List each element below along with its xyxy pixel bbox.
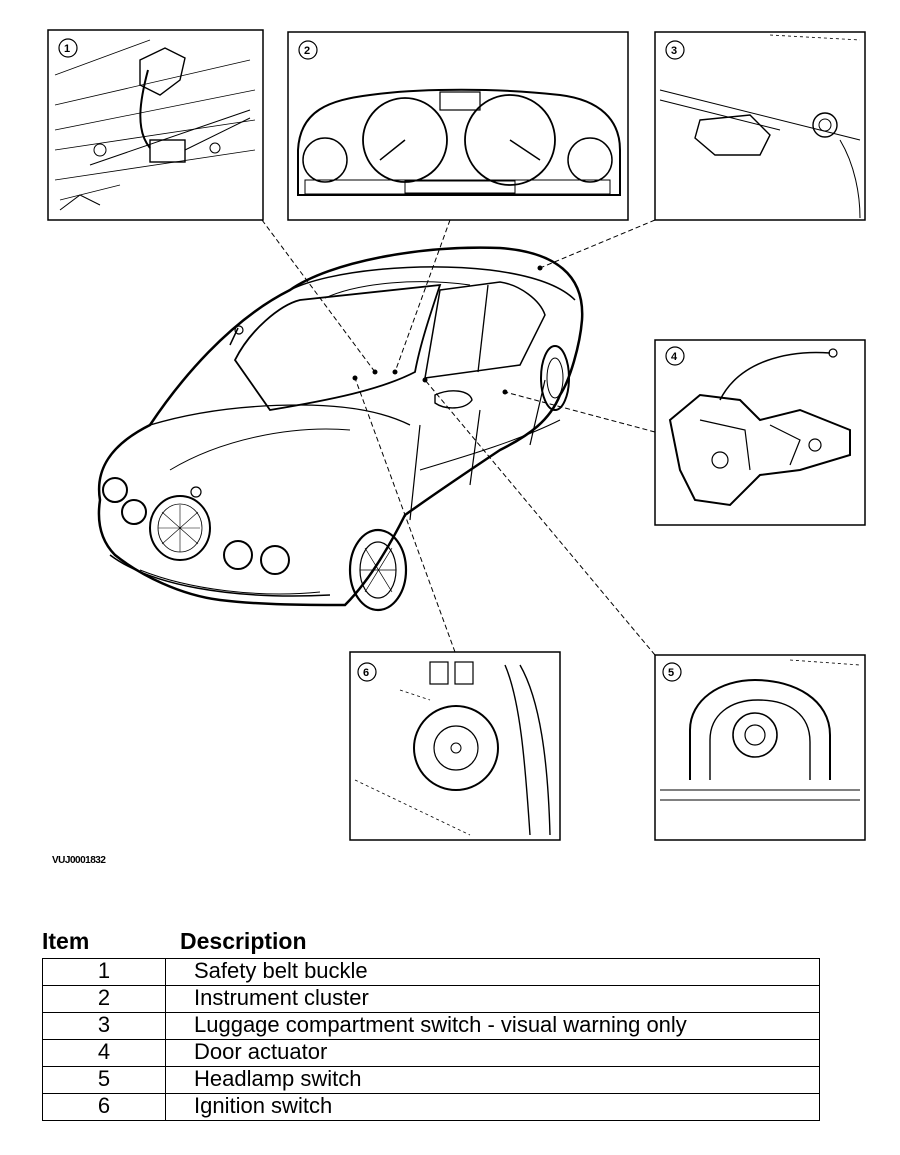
panel-1-safety-belt-buckle <box>48 30 263 220</box>
item-number: 3 <box>43 1013 166 1040</box>
legend-table <box>42 958 820 1121</box>
table-row <box>43 1013 820 1040</box>
panel-6-number: 6 <box>363 667 370 679</box>
panel-5-number: 5 <box>668 667 675 679</box>
legend-header <box>40 928 820 958</box>
item-number: 1 <box>43 959 166 986</box>
panel-1-number: 1 <box>64 43 71 55</box>
legend-header-description: Description <box>180 928 307 954</box>
item-description: Ignition switch <box>166 1094 820 1121</box>
item-description: Instrument cluster <box>166 986 820 1013</box>
panel-5-headlamp-switch <box>655 655 865 840</box>
item-number: 5 <box>43 1067 166 1094</box>
table-row <box>43 1094 820 1121</box>
table-row <box>43 959 820 986</box>
car-illustration <box>99 248 582 610</box>
leader-lines <box>262 220 655 655</box>
item-number: 2 <box>43 986 166 1013</box>
panel-4-number: 4 <box>671 351 678 363</box>
figure-code: VUJ0001832 <box>52 855 106 866</box>
legend-header-item: Item <box>42 928 90 954</box>
item-description: Luggage compartment switch - visual warning only <box>166 1013 820 1040</box>
item-description: Safety belt buckle <box>166 959 820 986</box>
panel-3-luggage-compartment-switch <box>655 32 865 220</box>
item-number: 6 <box>43 1094 166 1121</box>
table-row <box>43 986 820 1013</box>
item-description: Headlamp switch <box>166 1067 820 1094</box>
panel-3-number: 3 <box>671 45 678 57</box>
table-row <box>43 1067 820 1094</box>
item-legend <box>40 928 820 1121</box>
panel-4-door-actuator <box>655 340 865 525</box>
table-row <box>43 1040 820 1067</box>
panel-2-instrument-cluster <box>288 32 628 220</box>
panel-2-number: 2 <box>304 45 311 57</box>
item-number: 4 <box>43 1040 166 1067</box>
item-description: Door actuator <box>166 1040 820 1067</box>
panel-6-ignition-switch <box>350 652 560 840</box>
